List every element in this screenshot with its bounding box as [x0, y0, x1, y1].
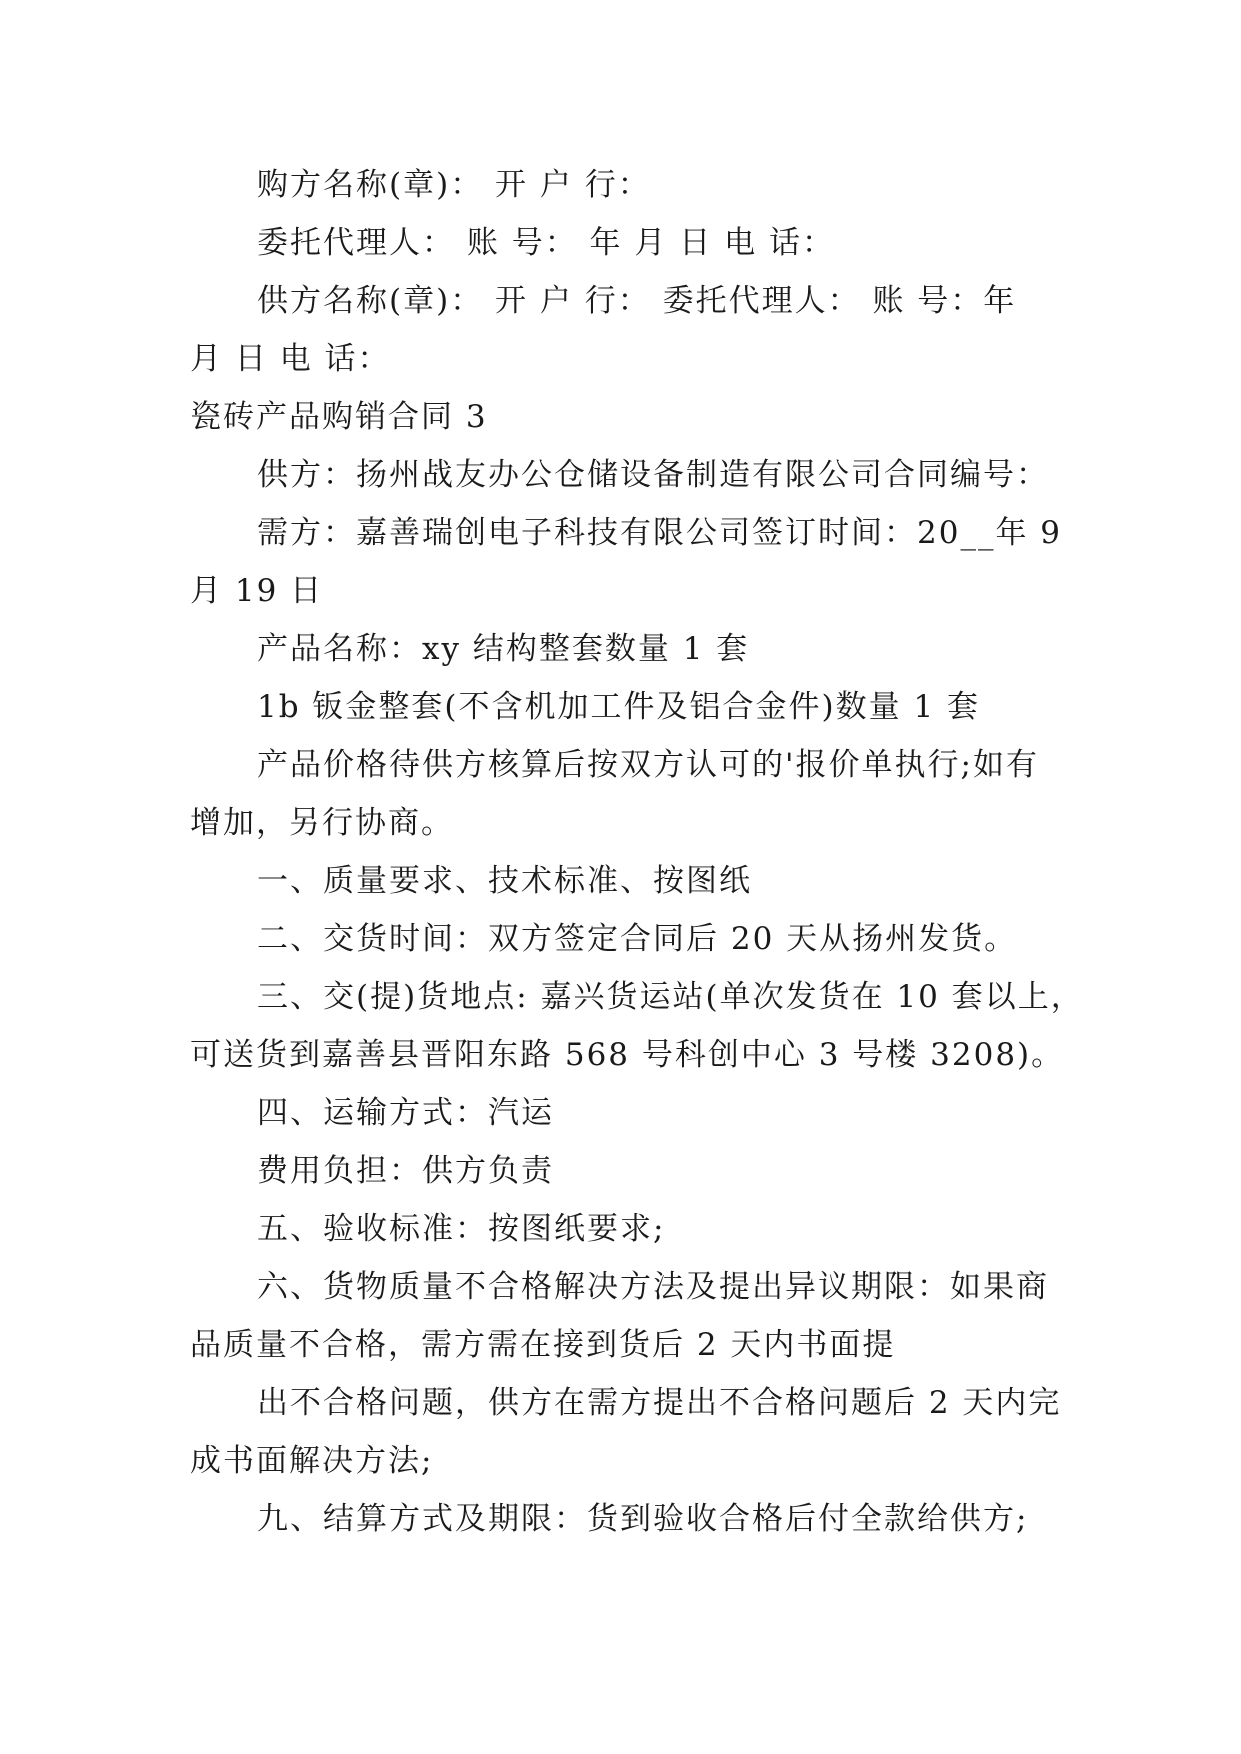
supplier-line: 供方：扬州战友办公仓储设备制造有限公司合同编号： [257, 457, 1049, 493]
clause-delivery-place-cont: 可送货到嘉善县晋阳东路 568 号科创中心 3 号楼 3208)。 [190, 1037, 1065, 1073]
sign-date-line: 月 19 日 [190, 573, 324, 609]
supplier-name-line: 供方名称(章)： 开 户 行： 委托代理人： 账 号：年 [257, 283, 1017, 319]
product-sheet-metal-line: 1b 钣金整套(不含机加工件及铝合金件)数量 1 套 [257, 689, 981, 725]
clause-transport: 四、运输方式：汽运 [257, 1095, 554, 1131]
clause-acceptance: 五、验收标准：按图纸要求; [257, 1211, 666, 1247]
product-name-line: 产品名称：xy 结构整套数量 1 套 [257, 631, 750, 667]
clause-cost: 费用负担：供方负责 [257, 1153, 554, 1189]
buyer-name-line: 购方名称(章)： 开 户 行： [257, 167, 651, 203]
supplier-date-line: 月 日 电 话： [190, 341, 391, 377]
clause-settlement: 九、结算方式及期限：货到验收合格后付全款给供方; [257, 1501, 1029, 1537]
clause-nonconformity-cont: 品质量不合格，需方需在接到货后 2 天内书面提 [190, 1327, 896, 1363]
clause-quality: 一、质量要求、技术标准、按图纸 [257, 863, 752, 899]
demander-line: 需方：嘉善瑞创电子科技有限公司签订时间：20__年 9 [257, 515, 1063, 551]
clause-nonconformity-resolve: 出不合格问题，供方在需方提出不合格问题后 2 天内完 [257, 1385, 1062, 1421]
clause-delivery-time: 二、交货时间：双方签定合同后 20 天从扬州发货。 [257, 921, 1018, 957]
buyer-agent-line: 委托代理人： 账 号： 年 月 日 电 话： [257, 225, 835, 261]
price-line-cont: 增加，另行协商。 [190, 805, 454, 841]
price-line: 产品价格待供方核算后按双方认可的'报价单执行;如有 [257, 747, 1039, 783]
clause-nonconformity: 六、货物质量不合格解决方法及提出异议期限：如果商 [257, 1269, 1049, 1305]
clause-nonconformity-resolve-cont: 成书面解决方法; [190, 1443, 434, 1479]
contract-title: 瓷砖产品购销合同 3 [190, 399, 488, 435]
clause-delivery-place: 三、交(提)货地点: 嘉兴货运站(单次发货在 10 套以上， [257, 979, 1084, 1015]
